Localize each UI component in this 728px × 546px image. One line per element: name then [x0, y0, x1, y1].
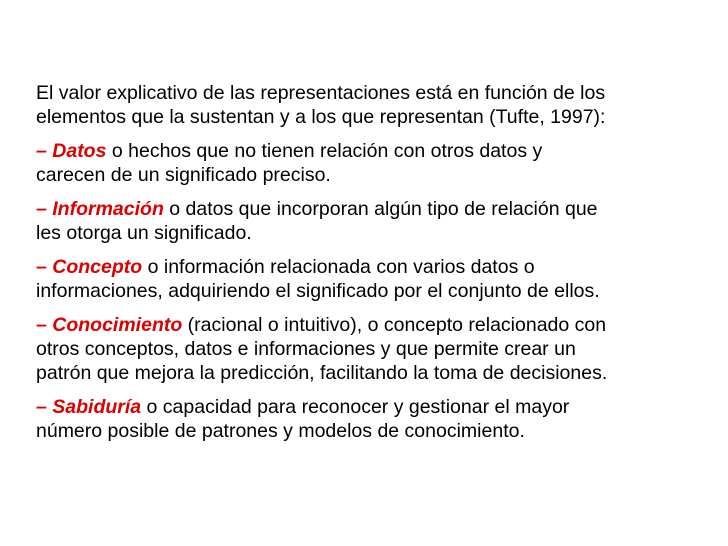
definition-text: o información relacionada con varios datos o: [142, 256, 535, 278]
term-conocimiento: – Conocimiento: [36, 314, 183, 336]
definition-line: les otorga un significado.: [36, 222, 252, 244]
definition-concepto: [36, 255, 696, 303]
definition-text: (racional o intuitivo), o concepto relacionado con: [182, 314, 607, 336]
definition-informacion: [36, 197, 696, 245]
term-sabiduria: – Sabiduría: [36, 396, 142, 418]
definition-first-line: [36, 197, 696, 221]
intro-line: elementos que la sustentan y a los que representan (Tufte, 1997):: [36, 106, 606, 128]
definition-line: carecen de un significado preciso.: [36, 164, 331, 186]
term-concepto: – Concepto: [36, 256, 143, 278]
term-informacion: – Información: [36, 198, 164, 220]
definition-line: número posible de patrones y modelos de conocimiento.: [36, 420, 525, 442]
definition-line: informaciones, adquiriendo el significado por el conjunto de ellos.: [36, 280, 600, 302]
intro-line: El valor explicativo de las representaciones está en función de los: [36, 82, 606, 104]
intro-paragraph: [36, 81, 696, 129]
definition-first-line: [36, 395, 696, 419]
definition-first-line: [36, 139, 696, 163]
definition-line: patrón que mejora la predicción, facilitando la toma de decisiones.: [36, 362, 608, 384]
term-datos: – Datos: [36, 140, 107, 162]
definition-text: o hechos que no tienen relación con otros datos y: [106, 140, 543, 162]
definition-line: otros conceptos, datos e informaciones y que permite crear un: [36, 338, 576, 360]
definition-conocimiento: [36, 313, 696, 385]
slide-body: [36, 81, 696, 453]
definition-first-line: [36, 255, 696, 279]
definition-text: o datos que incorporan algún tipo de relación que: [163, 198, 598, 220]
definition-sabiduria: [36, 395, 696, 443]
definition-text: o capacidad para reconocer y gestionar el mayor: [141, 396, 570, 418]
definition-datos: [36, 139, 696, 187]
definition-first-line: [36, 313, 696, 337]
